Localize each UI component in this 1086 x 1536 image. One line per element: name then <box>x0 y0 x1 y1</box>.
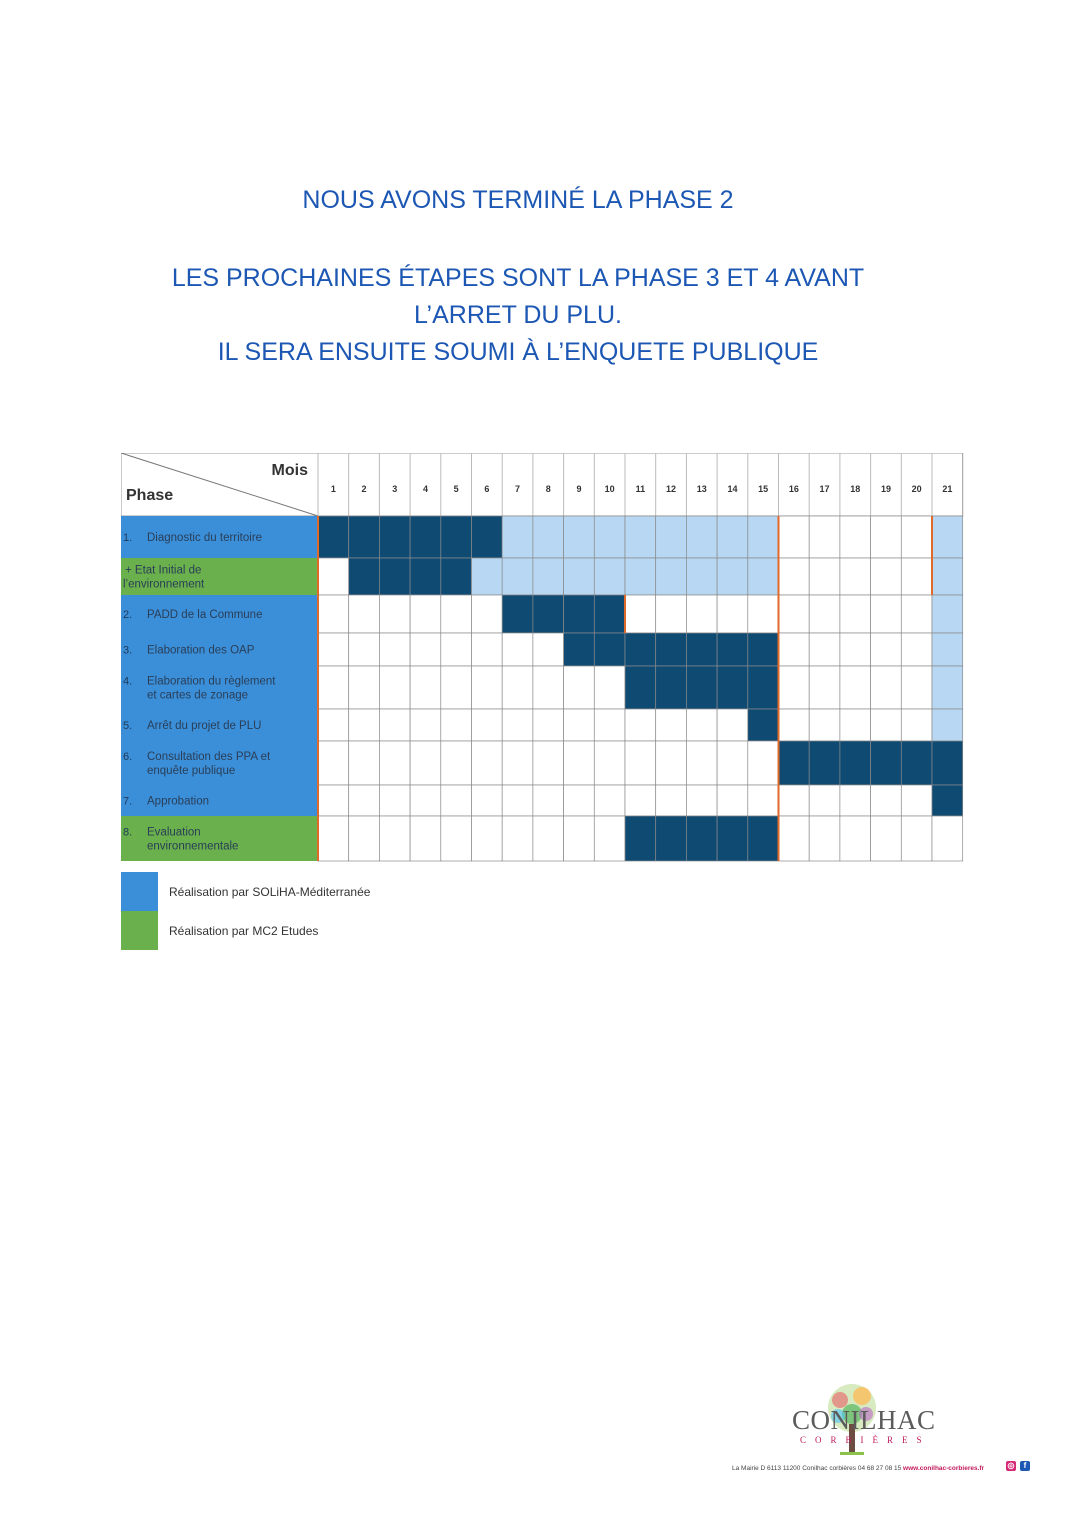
gantt-cell <box>686 595 717 633</box>
gantt-cell <box>349 741 380 785</box>
gantt-cell <box>472 516 503 558</box>
gantt-cell <box>809 741 840 785</box>
gantt-cell <box>625 595 656 633</box>
gantt-cell <box>809 516 840 558</box>
month-tick-label: 10 <box>604 484 615 494</box>
gantt-cell <box>779 666 810 709</box>
gantt-cell <box>686 785 717 816</box>
gantt-cell <box>932 785 963 816</box>
headline-line-1: NOUS AVONS TERMINÉ LA PHASE 2 <box>302 186 734 214</box>
gantt-cell <box>717 595 748 633</box>
gantt-cell <box>318 741 349 785</box>
gantt-cell <box>656 709 687 741</box>
gantt-cell <box>379 785 410 816</box>
gantt-cell <box>472 595 503 633</box>
phase-number: 7. <box>123 795 133 808</box>
month-tick-label: 19 <box>880 484 891 494</box>
gantt-cell <box>717 516 748 558</box>
gantt-cell <box>932 741 963 785</box>
gantt-cell <box>533 633 564 666</box>
phase-number: 1. <box>123 532 133 544</box>
month-tick-label: 7 <box>515 484 521 494</box>
legend-label: Réalisation par SOLiHA-Méditerranée <box>169 884 371 899</box>
gantt-cell <box>686 816 717 861</box>
gantt-cell <box>779 741 810 785</box>
gantt-header-bg <box>121 453 963 516</box>
gantt-cell <box>564 666 595 709</box>
gantt-cell <box>901 709 932 741</box>
gantt-cell <box>656 595 687 633</box>
gantt-cell <box>441 741 472 785</box>
gantt-cell <box>748 816 779 861</box>
gantt-cell <box>318 709 349 741</box>
gantt-cell <box>349 558 380 595</box>
gantt-cell <box>349 595 380 633</box>
gantt-cell <box>901 558 932 595</box>
gantt-cell <box>686 516 717 558</box>
gantt-cell <box>379 558 410 595</box>
gantt-cell <box>717 709 748 741</box>
gantt-cell <box>594 785 625 816</box>
phase-number: 4. <box>123 675 133 688</box>
gantt-cell <box>840 595 871 633</box>
phase-label-text: environnementale <box>147 840 239 853</box>
legend <box>121 872 370 950</box>
headline-next-steps <box>0 260 1036 371</box>
gantt-cell <box>717 741 748 785</box>
gantt-cell <box>379 516 410 558</box>
gantt-cell <box>533 666 564 709</box>
gantt-cell <box>625 666 656 709</box>
gantt-cell <box>533 558 564 595</box>
gantt-cell <box>717 666 748 709</box>
gantt-cell <box>717 558 748 595</box>
gantt-cell <box>410 741 441 785</box>
gantt-cell <box>318 516 349 558</box>
gantt-cell <box>441 516 472 558</box>
gantt-cell <box>502 558 533 595</box>
gantt-cell <box>871 741 902 785</box>
month-tick-label: 3 <box>392 484 398 494</box>
gantt-cell <box>871 595 902 633</box>
gantt-cell <box>932 595 963 633</box>
gantt-cell <box>656 741 687 785</box>
gantt-cell <box>502 741 533 785</box>
phase-label-text: PADD de la Commune <box>147 609 263 621</box>
month-tick-label: 14 <box>727 484 738 494</box>
gantt-cell <box>318 595 349 633</box>
gantt-cell <box>840 816 871 861</box>
header-phase-label: Phase <box>126 487 174 504</box>
gantt-cell <box>410 516 441 558</box>
gantt-cell <box>840 785 871 816</box>
phase-label-cell <box>121 741 318 785</box>
gantt-cell <box>410 785 441 816</box>
gantt-cell <box>625 785 656 816</box>
gantt-cell <box>779 633 810 666</box>
gantt-cell <box>594 633 625 666</box>
gantt-cell <box>318 558 349 595</box>
gantt-cell <box>502 595 533 633</box>
gantt-cell <box>533 516 564 558</box>
gantt-cell <box>472 741 503 785</box>
gantt-cell <box>441 666 472 709</box>
month-tick-label: 13 <box>696 484 707 494</box>
gantt-cell <box>318 633 349 666</box>
gantt-cell <box>840 709 871 741</box>
gantt-cell <box>625 709 656 741</box>
gantt-cell <box>349 633 380 666</box>
gantt-cell <box>564 709 595 741</box>
gantt-cell <box>686 558 717 595</box>
gantt-cell <box>901 666 932 709</box>
gantt-cell <box>533 816 564 861</box>
gantt-cell <box>748 709 779 741</box>
gantt-cell <box>594 516 625 558</box>
gantt-cell <box>441 595 472 633</box>
gantt-cell <box>901 516 932 558</box>
phase-label-text: Arrêt du projet de PLU <box>147 720 262 732</box>
gantt-cell <box>871 816 902 861</box>
gantt-cell <box>410 816 441 861</box>
month-tick-label: 20 <box>911 484 922 494</box>
gantt-cell <box>809 633 840 666</box>
gantt-cell <box>379 741 410 785</box>
gantt-cell <box>779 595 810 633</box>
gantt-cell <box>564 558 595 595</box>
address-text: La Mairie D 6113 11200 Conilhac corbières 04 68 27 08 15 <box>732 1465 902 1472</box>
month-tick-label: 2 <box>361 484 367 494</box>
phase-label-text: Elaboration des OAP <box>147 644 255 657</box>
gantt-cell <box>502 516 533 558</box>
month-tick-label: 9 <box>576 484 582 494</box>
gantt-cell <box>318 785 349 816</box>
brand-subtitle: CORBIÈRES <box>800 1435 931 1445</box>
phase-label-text: + Etat Initial de <box>125 564 202 577</box>
gantt-cell <box>840 558 871 595</box>
month-tick-label: 21 <box>942 484 953 494</box>
headline-line-2: LES PROCHAINES ÉTAPES SONT LA PHASE 3 ET 4 AVANT <box>171 264 865 292</box>
gantt-cell <box>932 633 963 666</box>
gantt-cell <box>871 666 902 709</box>
gantt-cell <box>932 816 963 861</box>
gantt-cell <box>441 816 472 861</box>
gantt-cell <box>871 516 902 558</box>
gantt-cell <box>717 816 748 861</box>
month-tick-label: 18 <box>850 484 861 494</box>
gantt-cell <box>625 816 656 861</box>
gantt-cell <box>779 785 810 816</box>
phase-label-text: Elaboration du règlement <box>147 675 276 688</box>
gantt-cell <box>533 741 564 785</box>
gantt-cell <box>441 785 472 816</box>
gantt-cell <box>656 666 687 709</box>
gantt-cell <box>871 785 902 816</box>
legend-swatch-blue <box>121 872 158 911</box>
gantt-cell <box>871 558 902 595</box>
month-tick-label: 12 <box>666 484 677 494</box>
gantt-cell <box>779 816 810 861</box>
gantt-cell <box>748 666 779 709</box>
gantt-cell <box>717 633 748 666</box>
month-tick-label: 16 <box>788 484 799 494</box>
gantt-cell <box>901 633 932 666</box>
phase-number: 8. <box>123 826 133 839</box>
gantt-cell <box>656 785 687 816</box>
footer-address <box>732 1465 984 1472</box>
gantt-cell <box>748 516 779 558</box>
gantt-cell <box>625 741 656 785</box>
month-tick-label: 15 <box>758 484 769 494</box>
gantt-chart <box>121 453 966 865</box>
gantt-cell <box>533 785 564 816</box>
gantt-cell <box>809 666 840 709</box>
gantt-cell <box>472 709 503 741</box>
gantt-cell <box>379 595 410 633</box>
gantt-cell <box>472 633 503 666</box>
gantt-cell <box>809 595 840 633</box>
gantt-cell <box>502 633 533 666</box>
gantt-cell <box>502 785 533 816</box>
gantt-cell <box>625 516 656 558</box>
gantt-cell <box>564 516 595 558</box>
phase-number: 2. <box>123 609 133 621</box>
gantt-cell <box>533 709 564 741</box>
gantt-cell <box>748 595 779 633</box>
gantt-cell <box>932 709 963 741</box>
phase-label-text: et cartes de zonage <box>147 689 249 702</box>
month-tick-label: 8 <box>545 484 551 494</box>
gantt-cell <box>472 558 503 595</box>
gantt-cell <box>349 666 380 709</box>
phase-number: 3. <box>123 644 133 657</box>
gantt-cell <box>871 709 902 741</box>
headline-line-4: IL SERA ENSUITE SOUMI À L’ENQUETE PUBLIQUE <box>217 338 819 366</box>
gantt-cell <box>809 816 840 861</box>
gantt-cell <box>564 785 595 816</box>
gantt-cell <box>779 709 810 741</box>
gantt-cell <box>410 633 441 666</box>
month-tick-label: 6 <box>484 484 490 494</box>
gantt-cell <box>349 516 380 558</box>
gantt-cell <box>594 558 625 595</box>
gantt-cell <box>441 633 472 666</box>
gantt-cell <box>656 633 687 666</box>
gantt-cell <box>625 558 656 595</box>
gantt-cell <box>809 785 840 816</box>
phase-label-text: Diagnostic du territoire <box>147 532 263 544</box>
gantt-cell <box>656 516 687 558</box>
brand-name: CONILHAC <box>792 1405 936 1435</box>
legend-swatch-green <box>121 911 158 950</box>
gantt-cell <box>379 666 410 709</box>
gantt-cell <box>410 709 441 741</box>
gantt-cell <box>779 558 810 595</box>
month-tick-label: 17 <box>819 484 830 494</box>
phase-number: 5. <box>123 720 133 732</box>
gantt-cell <box>932 558 963 595</box>
gantt-cell <box>533 595 564 633</box>
gantt-cell <box>748 633 779 666</box>
gantt-cell <box>594 595 625 633</box>
gantt-cell <box>656 558 687 595</box>
gantt-cell <box>410 558 441 595</box>
website-link[interactable]: www.conilhac-corbieres.fr <box>903 1465 985 1472</box>
gantt-cell <box>318 816 349 861</box>
gantt-cell <box>502 816 533 861</box>
gantt-cell <box>472 816 503 861</box>
gantt-cell <box>502 666 533 709</box>
gantt-cell <box>410 666 441 709</box>
gantt-cell <box>441 709 472 741</box>
gantt-cell <box>686 633 717 666</box>
phase-label-text: Evaluation <box>147 826 201 839</box>
month-tick-label: 5 <box>453 484 459 494</box>
gantt-cell <box>410 595 441 633</box>
gantt-cell <box>686 741 717 785</box>
legend-label: Réalisation par MC2 Etudes <box>169 923 319 938</box>
gantt-cell <box>686 709 717 741</box>
gantt-cell <box>809 558 840 595</box>
legend-item-soliha <box>121 872 370 911</box>
gantt-cell <box>318 666 349 709</box>
gantt-cell <box>594 741 625 785</box>
month-tick-label: 4 <box>422 484 428 494</box>
gantt-cell <box>379 633 410 666</box>
gantt-cell <box>748 558 779 595</box>
gantt-cell <box>748 741 779 785</box>
gantt-cell <box>840 666 871 709</box>
legend-item-mc2 <box>121 911 370 950</box>
headline-line-3: L’ARRET DU PLU. <box>414 301 622 329</box>
gantt-cell <box>932 516 963 558</box>
gantt-cell <box>840 741 871 785</box>
gantt-cell <box>564 595 595 633</box>
gantt-cell <box>656 816 687 861</box>
gantt-cell <box>686 666 717 709</box>
header-mois-label: Mois <box>271 462 308 479</box>
gantt-cell <box>840 633 871 666</box>
gantt-cell <box>840 516 871 558</box>
headline-phase-done <box>0 182 1036 219</box>
gantt-cell <box>717 785 748 816</box>
month-tick-label: 11 <box>635 484 646 494</box>
gantt-cell <box>564 741 595 785</box>
gantt-cell <box>472 666 503 709</box>
phase-label-text: enquête publique <box>147 765 236 777</box>
gantt-cell <box>564 816 595 861</box>
gantt-cell <box>901 785 932 816</box>
month-tick-label: 1 <box>330 484 336 494</box>
gantt-cell <box>472 785 503 816</box>
gantt-cell <box>349 816 380 861</box>
gantt-cell <box>349 785 380 816</box>
gantt-cell <box>871 633 902 666</box>
gantt-cell <box>809 709 840 741</box>
gantt-cell <box>932 666 963 709</box>
gantt-cell <box>594 666 625 709</box>
gantt-cell <box>349 709 380 741</box>
phase-label-text: Approbation <box>147 795 210 808</box>
gantt-cell <box>502 709 533 741</box>
gantt-cell <box>901 595 932 633</box>
gantt-cell <box>441 558 472 595</box>
gantt-cell <box>901 816 932 861</box>
gantt-cell <box>748 785 779 816</box>
gantt-cell <box>594 709 625 741</box>
phase-label-text: l’environnement <box>123 578 205 591</box>
gantt-cell <box>379 816 410 861</box>
facebook-icon[interactable]: f <box>1020 1461 1030 1471</box>
gantt-cell <box>625 633 656 666</box>
gantt-cell <box>564 633 595 666</box>
gantt-cell <box>901 741 932 785</box>
phase-label-text: Consultation des PPA et <box>147 751 271 763</box>
instagram-icon[interactable]: ◎ <box>1007 1461 1015 1470</box>
gantt-cell <box>594 816 625 861</box>
gantt-cell <box>379 709 410 741</box>
phase-label-cell <box>121 816 318 861</box>
gantt-cell <box>779 516 810 558</box>
phase-number: 6. <box>123 751 133 763</box>
phase-label-cell <box>121 666 318 709</box>
